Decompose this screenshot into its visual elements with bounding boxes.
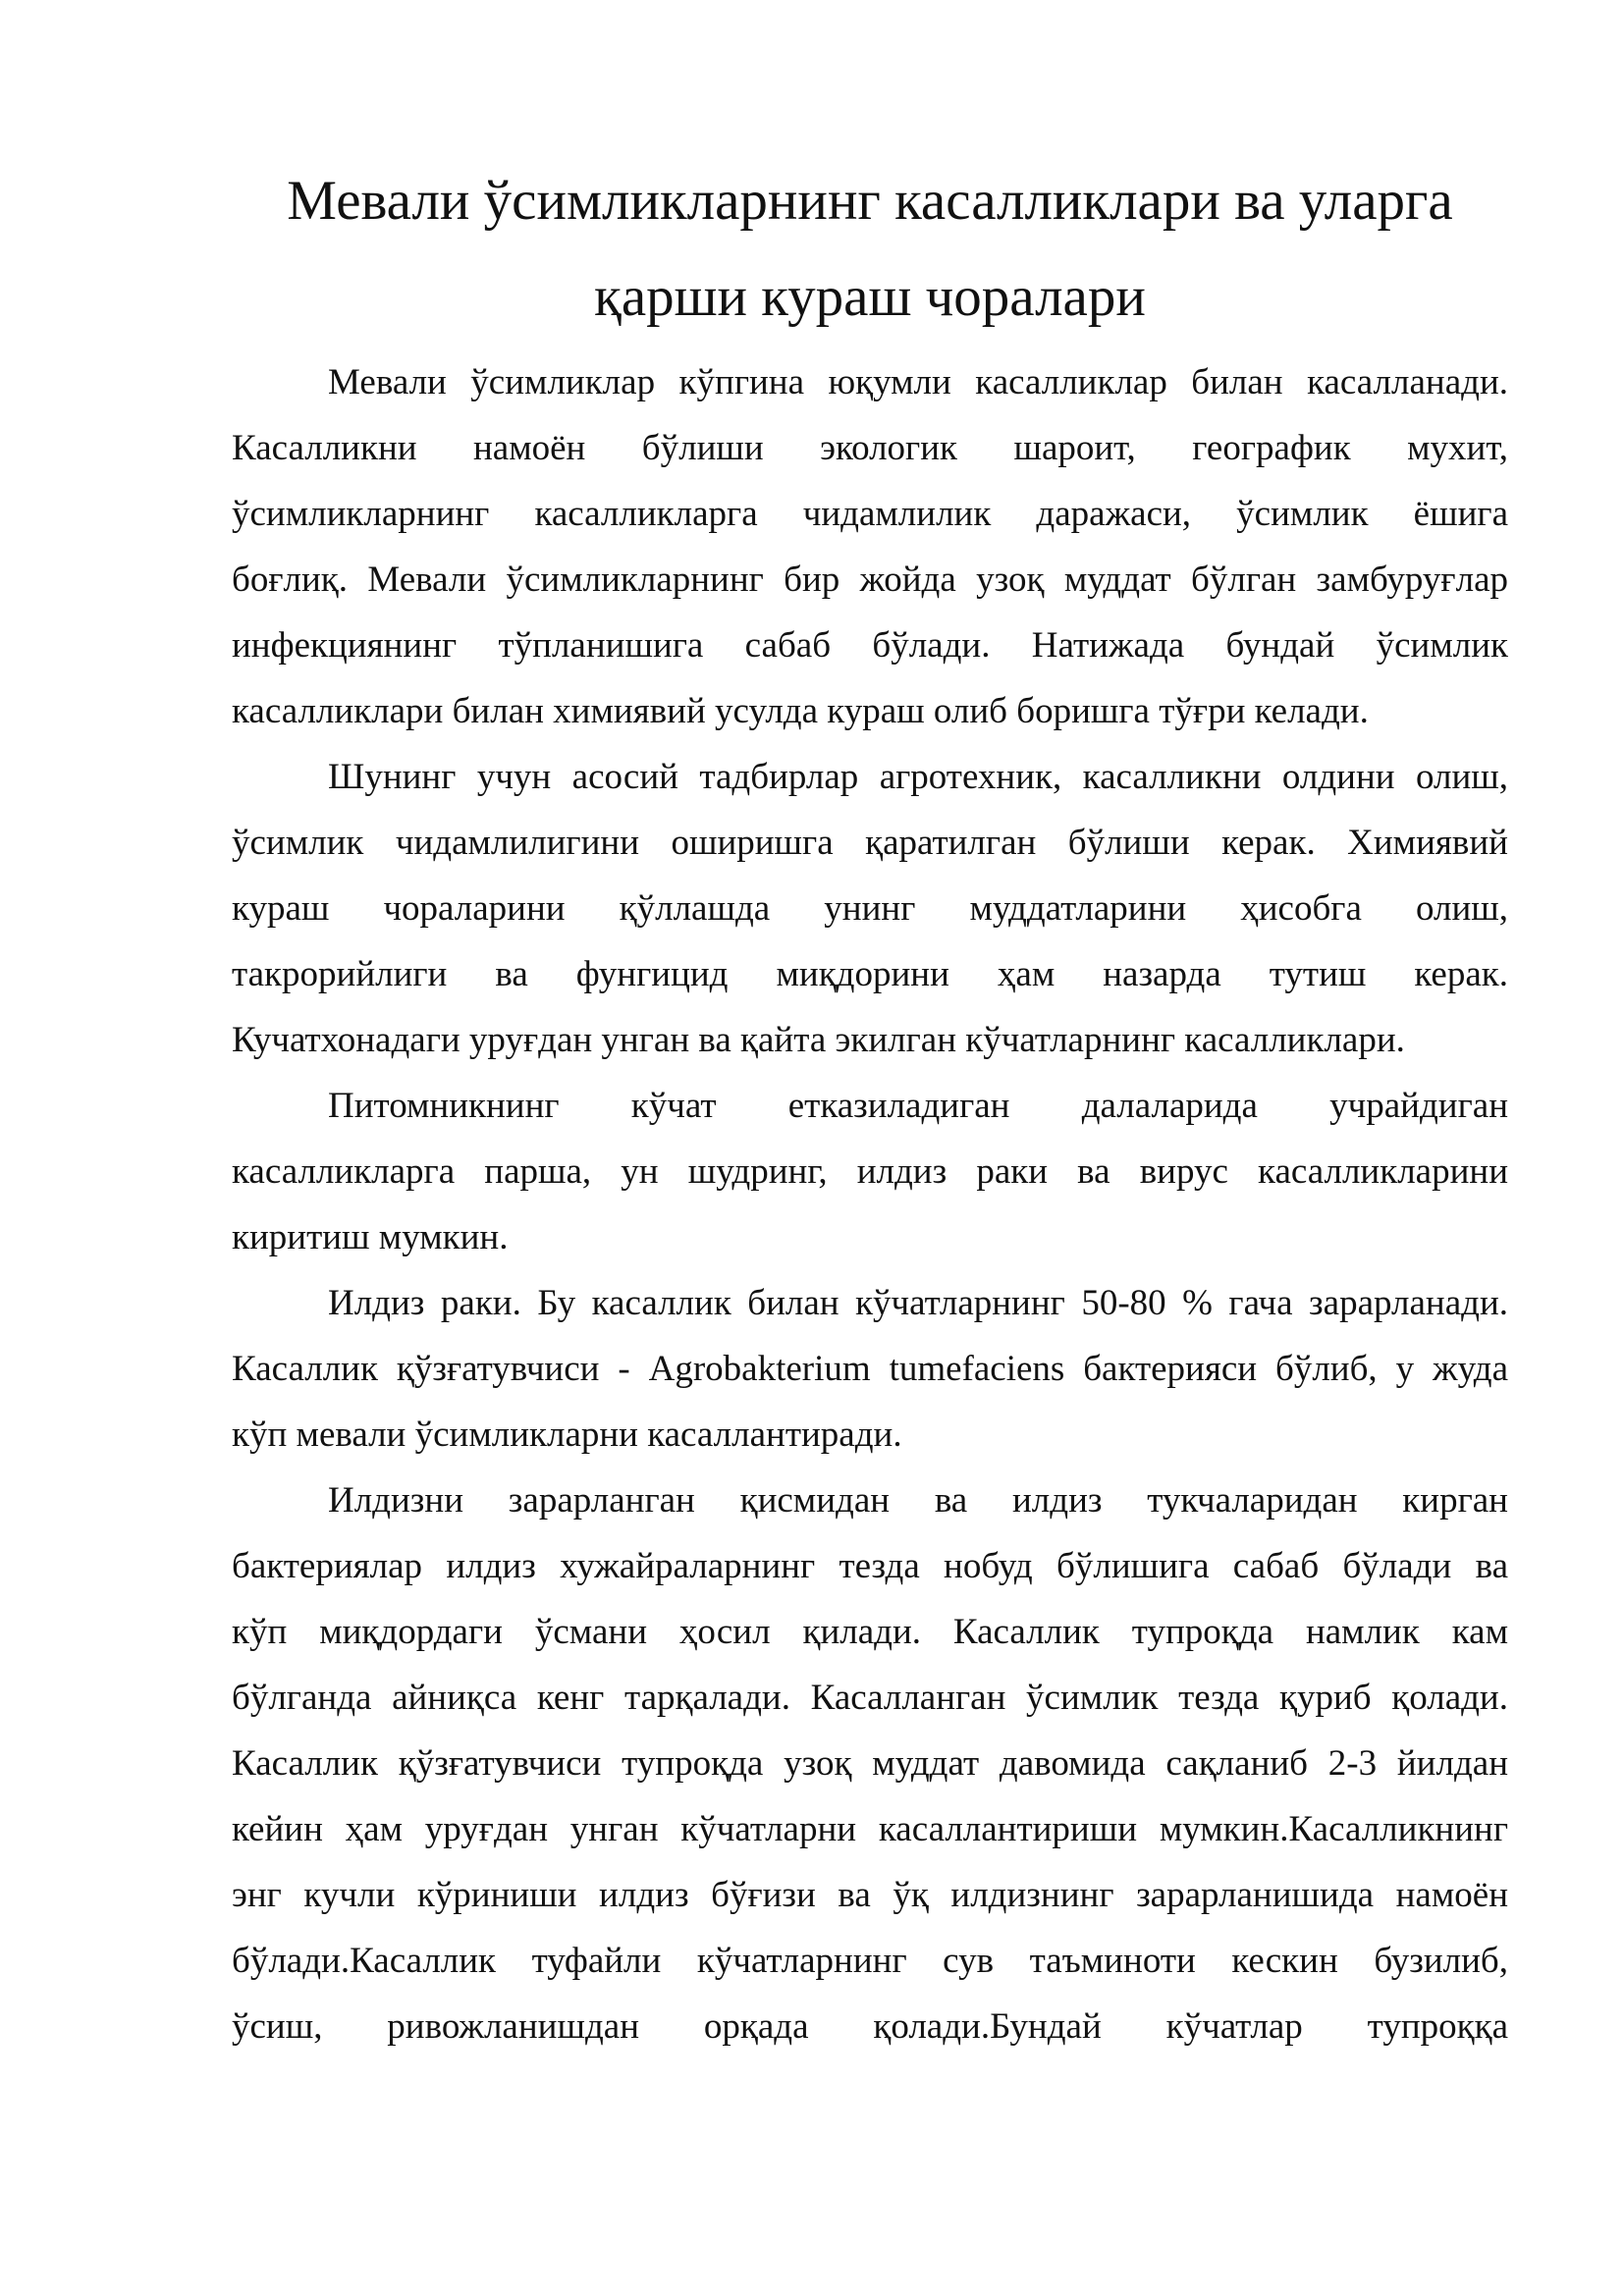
paragraph-line: ўсиш, ривожланишдан орқада қолади.Бундай кўчатлар тупроққа: [232, 2006, 1508, 2047]
paragraph-line: бўлади.Касаллик туфайли кўчатларнинг сув таъминоти кескин бузилиб,: [232, 1941, 1508, 1981]
paragraph-line: бактериялар илдиз хужайраларнинг тезда нобуд бўлишига сабаб бўлади ва: [232, 1546, 1508, 1586]
paragraph-line: касалликлари билан химиявий усулда кураш олиб боришга тўғри келади.: [232, 691, 1369, 731]
paragraph-line: боғлиқ. Мевали ўсимликларнинг бир жойда узоқ муддат бўлган замбуруғлар: [232, 560, 1508, 600]
paragraph-line: кўп миқдордаги ўсмани ҳосил қилади. Касаллик тупроқда намлик кам: [232, 1612, 1508, 1652]
paragraph-line: энг кучли кўриниши илдиз бўғизи ва ўқ илдизнинг зарарланишида намоён: [232, 1875, 1508, 1915]
paragraph-line: Касаллик қўзғатувчиси - Agrobakterium tumefaciens бактерияси бўлиб, у жуда: [232, 1349, 1508, 1389]
paragraph-line: Касалликни намоён бўлиши экологик шароит, географик мухит,: [232, 428, 1508, 468]
document-title: [232, 153, 1508, 346]
paragraph-line: кураш чораларини қўллашда унинг муддатларини ҳисобга олиш,: [232, 888, 1508, 929]
paragraph-line: Илдизни зарарланган қисмидан ва илдиз тукчаларидан кирган: [328, 1480, 1508, 1521]
paragraph-line: бўлганда айниқса кенг тарқалади. Касалланган ўсимлик тезда қуриб қолади.: [232, 1678, 1508, 1718]
paragraph-line: Мевали ўсимликлар кўпгина юқумли касалликлар билан касалланади.: [328, 362, 1508, 402]
paragraph-line: Питомникнинг кўчат етказиладиган далаларида учрайдиган: [328, 1086, 1508, 1126]
paragraph: [232, 744, 1508, 1073]
paragraph-line: ўсимликларнинг касалликларга чидамлилик даражаси, ўсимлик ёшига: [232, 494, 1508, 534]
paragraph-line: киритиш мумкин.: [232, 1217, 509, 1257]
paragraph: [232, 349, 1508, 744]
paragraph-line: кўп мевали ўсимликларни касаллантиради.: [232, 1415, 902, 1455]
paragraph-line: Шунинг учун асосий тадбирлар агротехник, касалликни олдини олиш,: [328, 757, 1508, 797]
paragraph-line: ўсимлик чидамлилигини оширишга қаратилган бўлиши керак. Химиявий: [232, 823, 1508, 863]
paragraph-line: такрорийлиги ва фунгицид миқдорини ҳам назарда тутиш керак.: [232, 954, 1508, 994]
paragraph: [232, 1073, 1508, 1270]
paragraph-line: Илдиз раки. Бу касаллик билан кўчатларнинг 50-80 % гача зарарланади.: [328, 1283, 1508, 1323]
paragraph-line: инфекциянинг тўпланишига сабаб бўлади. Натижада бундай ўсимлик: [232, 625, 1508, 666]
paragraph: [232, 1270, 1508, 1468]
paragraph-line: касалликларга парша, ун шудринг, илдиз раки ва вирус касалликларини: [232, 1151, 1508, 1192]
paragraph: [232, 1468, 1508, 2059]
paragraph-line: Касаллик қўзғатувчиси тупроқда узоқ муддат давомида сақланиб 2-3 йилдан: [232, 1743, 1508, 1784]
paragraph-line: кейин ҳам уруғдан унган кўчатларни касаллантириши мумкин.Касалликнинг: [232, 1809, 1508, 1849]
document-body: [232, 349, 1508, 2059]
title-line: қарши кураш чоралари: [594, 266, 1146, 328]
title-line: Мевали ўсимликларнинг касалликлари ва уларга: [287, 170, 1453, 232]
paragraph-line: Кучатхонадаги уруғдан унган ва қайта экилган кўчатларнинг касалликлари.: [232, 1020, 1405, 1060]
